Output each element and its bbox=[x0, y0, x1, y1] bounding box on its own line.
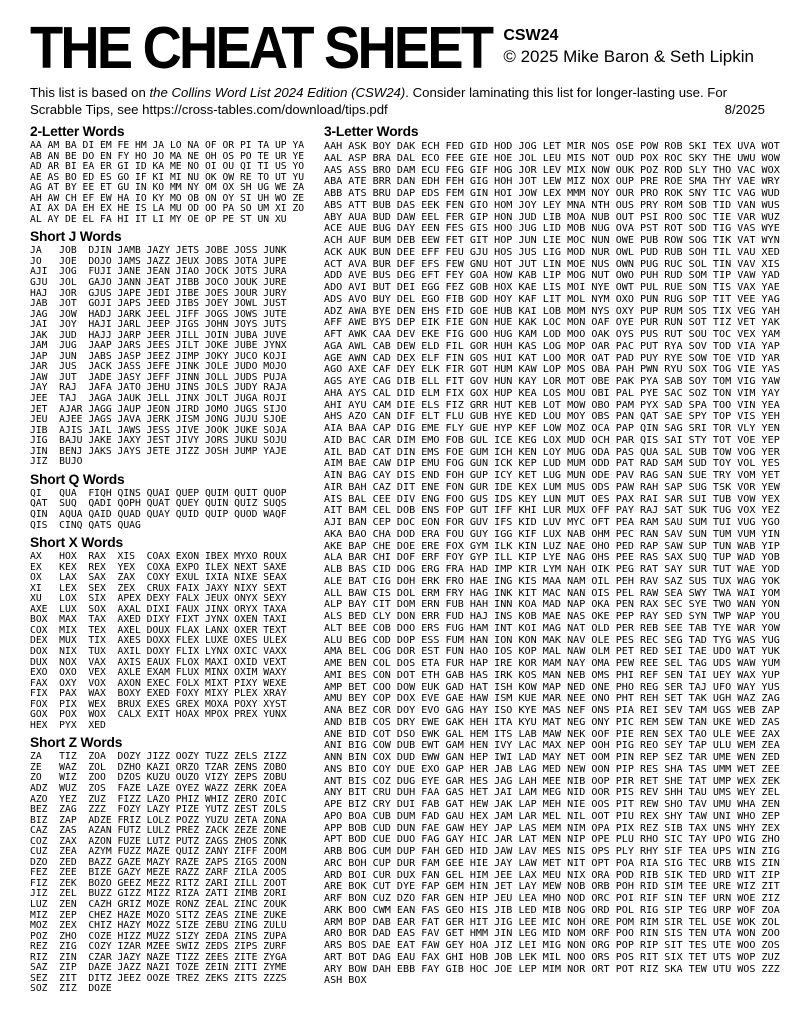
word-row: ARF BON CUZ DZO FAR GEN HIP JEU LEA MHO NOD ORC POI RIF SIN TEF URN WOE ZIZ bbox=[324, 893, 780, 904]
word-row: JAW JUT JADE JASY JEFF JINN JOLL JUDS PUJA bbox=[30, 371, 287, 383]
word-row: BEZ ZAG ZZZ FOZY LAZY PIZE YUTZ ZEST ZOLS bbox=[30, 804, 287, 816]
word-row: AKA BAO CHA DOD ERA FOU GUY IGG KIF LUX NAB OHM PEC RAN SAV SUN TUM VUM YIN bbox=[324, 528, 780, 540]
word-row: ARK BOO CWM EAN FAS GEO HIS JIB LED MIB NOG ORD POL RIG SIP TEG URP WOF ZOA bbox=[324, 904, 780, 916]
word-row: MOZ ZEX CHIZ HAZY MOZZ SIZE ZEBU ZING ZULU bbox=[30, 920, 287, 932]
section-title-short-z: Short Z Words bbox=[30, 735, 123, 751]
intro-text-italic: the Collins Word List 2024 Edition (CSW24) bbox=[149, 85, 406, 100]
word-row: AMP BET COO DOW EUK GAD HAT ISH KOW MAP NED ONE PHO REG SER TAJ UFO WAY YUS bbox=[324, 681, 780, 693]
word-row: EX KEX REX YEX COXA EXPO ILEX NEXT SAXE bbox=[30, 561, 287, 573]
word-row: AID BAC CAR DIM EMO FOB GUL ICE KEG LOX MUD OCH PAR QIS SAI STY TOT VOE YEP bbox=[324, 434, 780, 446]
word-row: AGE AWN CAD DEX ELF FIN GOS HUI KAT LOO MOR OAT PAD PUY RYE SOW TOE VID YAR bbox=[324, 352, 780, 364]
word-row: AE AS BO ED ES GO IF KI MI NU OK OW RE TO UT YU bbox=[30, 171, 305, 183]
cheat-sheet-page bbox=[30, 15, 781, 995]
word-row: POZ ZHO COZE HIZZ MUZZ SIZY ZEDA ZINS ZUPA bbox=[30, 930, 287, 942]
word-list-short-x bbox=[30, 552, 322, 731]
word-row: ADD AVE BUS DEG EFT FEY GOA HOW KAB LIP MOG NUT OWO PUH RUD SOM TIP VAW YAD bbox=[324, 270, 780, 282]
word-row: ALL BAW CIS DOL ERM FRY HAG INK KIT MAC NAN OIS PEL RAW SEA SWY TWA WAI YOM bbox=[324, 587, 780, 599]
word-row: AAL ASP BRA DAL ECO FEE GIE HOE JOL LEU MIS NOT OUD POX ROC SKY THE UWU WOW bbox=[324, 152, 780, 164]
word-row: SEZ ZIT DITZ JEEZ OOZE TREZ ZEKS ZITS ZZZS bbox=[30, 972, 287, 984]
word-row: AGO AXE CAF DEY ELK FIR GOT HUM KAW LOP MOS OBA PAH PWN RYU SOX TOG VIE YAS bbox=[324, 364, 780, 376]
word-row: ANE BID COT DSO EWK GAL HEM ITS LAB MAW NEK OOF PIE REN SEX TAO ULE WEE ZAX bbox=[324, 728, 780, 740]
word-row: ARE BOK CUT DYE FAP GEM HIN JET LAY MEW NOB ORB POH RID SIM TEE URE WIZ ZIT bbox=[324, 881, 780, 893]
word-row: REZ ZIG COZY IZAR MZEE SWIZ ZEDS ZIPS ZURF bbox=[30, 941, 287, 953]
word-row: AH AW CH EF EW HA IO KY MO OB ON OY SI UH WO ZE bbox=[30, 192, 305, 204]
word-row: ANT BIS COZ DUG EYE GAR HES JAG LAH MEE NIB OOP PIR RET SHE TAT UMP WEX ZEK bbox=[324, 775, 780, 787]
word-row: HAJ JOR GJUS JAPE JEDI JIBE JOES JOUR JURY bbox=[30, 287, 287, 299]
word-row: HEX PYX XED bbox=[30, 719, 106, 731]
date-label: 8/2025 bbox=[724, 101, 765, 117]
word-row: AG AT BY EE ET GU IN KO MM NY OM OX SH UG WE ZA bbox=[30, 182, 305, 194]
word-row: ANY BIT CRU DUH FAA GAS HET JAI LAM MEG NID OOR PIS REV SHH TAU UMS WEY ZEL bbox=[324, 787, 780, 799]
word-row: ARY BOW DAH EBB FAY GIB HOC JOE LEP MIM NOR ORT POT RIZ SKA TEW UTU WOS ZZZ bbox=[324, 963, 780, 975]
word-row: ALA BAR CHI DOF ERF FOY GYP ILL KIP LYE NAG OHS PEE RAS SAX SUQ TUP WAD YOB bbox=[324, 552, 780, 564]
word-row: GOX POX WOX CALX EXIT HOAX MPOX PREX YUNX bbox=[30, 709, 287, 721]
word-row: AKE BAP CHE DOE ERE FOX GYM ILK KIN LUZ NAE OHO PED RAP SAW SUP TUN WAB YIP bbox=[324, 540, 780, 552]
word-row: APT BOD CUE DUO FAG GAY HIC JAR LAT MEN NIP OPE PLU RHO SIC TAY UPO WIG ZHO bbox=[324, 834, 780, 846]
word-row: JAM JUG JAAP JARS JEES JILT JOKE JUBE JYNX bbox=[30, 340, 287, 352]
word-row: ACK AUK BUN DEE EFF FEU GJU HOS JUS LIG MOD NUR OWL PUD RUB SOH TIL VAU XED bbox=[324, 246, 780, 258]
word-row: ALB BAS CID DOG ERG FRA HAD IMP KIR LYM NAH OIK PEG RAT SAY SUR TUT WAE YOD bbox=[324, 564, 780, 575]
word-row: ALP BAY CIT DOM ERN FUB HAH INN KOA MAD NAP OKA PEN RAX SEC SYE TWO WAN YON bbox=[324, 599, 780, 611]
word-row: AIM BAE CAW DIP EMU FOG GUN ICK KEP LUD MUM ODD PAT RAD SAM SUD TOY VOL YES bbox=[324, 458, 780, 470]
word-row: JIB AJIS JAIL JAWS JESS JIVE JOOK JUKE SOJA bbox=[30, 424, 287, 436]
word-row: DEX MUX TIX AXES DOXX FLEX LUXE OXES ULEX bbox=[30, 635, 287, 647]
word-row: GJU JOL GAJO JANN JEAT JIBB JOCO JOUK JURE bbox=[30, 277, 287, 289]
word-list-short-j bbox=[30, 246, 322, 467]
word-row: AA AM BA DI EM FE HM JA LO NA OF OR PI TA UP YA bbox=[30, 140, 305, 151]
edition-label: CSW24 bbox=[503, 27, 559, 44]
word-row: RIZ ZIN CZAR JAZY NAZE TIZZ ZEES ZITE ZYGA bbox=[30, 951, 287, 963]
word-row: COX MIX TEX AXEL DOUX FLAX LANX OXER TEXT bbox=[30, 624, 287, 636]
word-row: AMA BEL COG DOR EST FUN HAO IOS KOP MAL NAW OLM PET RED SEI TAE UDO WAT YUK bbox=[324, 646, 780, 658]
word-row: BIZ ZAP ADZE FRIZ LOLZ POZZ YUZU ZETA ZONA bbox=[30, 814, 287, 826]
word-row: QAT SUQ QADI QOPH QUAT QUEY QUIN QUIZ SUQS bbox=[30, 498, 287, 510]
word-row: JAR JUS JACK JASS JEFE JINK JOLE JUDO MOJO bbox=[30, 361, 287, 373]
word-list-short-z bbox=[30, 752, 322, 995]
word-row: JEU AJEE JAGS JAVA JERK JISM JONG JUJU SJOE bbox=[30, 414, 287, 426]
word-row: ALT BEE COB DOO ERS FUG HAM INT KOI MAG NAT OLD PER REB SEE TAB TYE WAR YOW bbox=[324, 622, 780, 634]
word-row: JO JOE DOJO JAMS JAZZ JEUX JOBS JOTA JUPE bbox=[30, 255, 287, 267]
word-row: JIZ BUJO bbox=[30, 456, 83, 468]
word-row: AIR BAH CAZ DIT ENE FON GUR IDE KEX LUM MUS ODS PAW RAH SAP SUG TSK VOR YEW bbox=[324, 481, 780, 493]
word-row: QI QUA FIQH QINS QUAI QUEP QUIM QUIT QUOP bbox=[30, 487, 287, 499]
word-row: ZE WAZ ZOL DZHO KAZI ORZO TZAR ZENS ZOBO bbox=[30, 761, 287, 773]
word-row: AZO YEZ ZUZ FIZZ LAZO PHIZ WHIZ ZERO ZOIC bbox=[30, 793, 287, 805]
word-row: AJI JOG FUJI JANE JEAN JIAO JOCK JOTS JURA bbox=[30, 266, 287, 278]
word-row: ZO WIZ ZOO DZOS KUZU OUZO VIZY ZEPS ZOBU bbox=[30, 772, 287, 784]
word-row: ACT AVA BUR DEF EFS FEW GNU HOT JUT LIN MOE NUS OWN PUG RUC SOL TIN VAV XIS bbox=[324, 258, 780, 270]
word-row: AIS BAL CEE DIV ENG FOO GUS IDS KEY LUN MUT OES PAX RAI SAR SUI TUB VOW YEX bbox=[324, 493, 780, 505]
header-right bbox=[503, 18, 754, 67]
section-title-short-j: Short J Words bbox=[30, 229, 122, 245]
word-row: FAX OXY VOX AXON EXEC FOLX MIXT PIXY WEXE bbox=[30, 677, 287, 689]
word-row: ANS BIO COY DUE EXO GAP HER JAB LAG MED NEW OON PIP RES SHA TAS UMM WET ZEE bbox=[324, 763, 780, 775]
word-row: FOX PIX WEX BRUX EXES GREX MOXA POXY XYST bbox=[30, 698, 287, 710]
word-row: ABS ATT BUB DAS EEK FEN GIO HOM JOY LEY MNA NTH OUS PRY ROM SOB TID VAN WUS bbox=[324, 199, 780, 211]
word-row: AJI BAN CEP DOC EON FOR GUV IFS KID LUV MYC OFT PEA RAM SAU SUM TUI VUG YGO bbox=[324, 517, 780, 528]
word-row: LUZ ZEN CAZH GRIZ MOZE RONZ ZEAL ZINC ZOUK bbox=[30, 899, 287, 910]
word-row: ANI BIG COW DUB EWT GAM HEN IVY LAC MAX NEP OOH PIG REO SEY TAP ULU WEM ZEA bbox=[324, 740, 780, 752]
word-row: ACE AUE BUG DAY EEN FES GIS HOO JUG LID MOB NUG OVA PST ROT SOD TIG VAS WYE bbox=[324, 223, 780, 235]
word-row: AL AY DE EL FA HI IT LI MY OE OP PE ST UN XU bbox=[30, 213, 287, 225]
word-row: QIN AQUA QAID QUAD QUAY QUID QUIP QUOD WAQF bbox=[30, 508, 287, 520]
word-list-short-q bbox=[30, 489, 322, 531]
word-row: CAZ ZAS AZAN FUTZ LULZ PREZ ZACK ZEZE ZONE bbox=[30, 825, 287, 837]
word-row: ABA ATE BRR DAN EDH FEH GIG HOH JOT LEW MIZ NOX OUP PRE ROE SMA THY VAE WRY bbox=[324, 176, 780, 188]
word-row: AHS AZO CAN DIF ELT FLU GUB HYE KED LOU MOY OBS PAN QAT SAE SPY TOP VIS YEH bbox=[324, 411, 780, 423]
word-row: AMU BEY COP DOX EVE GAE HAW ISM KUE MAR NEE ONO PHT REH SET TAK UGH WAZ ZAG bbox=[324, 693, 780, 705]
word-row: XI LEX SEX ZEX CRUX FAIX JAXY NIXY SEXT bbox=[30, 582, 287, 594]
word-row: AIL BAD CAT DIN EMS FOE GUM ICH KEN LOY MUG ODA PAS QUA SAL SUB TOW VOG YER bbox=[324, 446, 780, 458]
word-row: FEZ ZEE BIZE GAZY MEZE RAZZ ZARF ZILA ZOOS bbox=[30, 867, 287, 879]
intro-paragraph bbox=[30, 85, 765, 118]
word-row: CUZ ZEA AZYM FUZZ MAZE QUIZ ZANY ZIFF ZOOM bbox=[30, 846, 287, 858]
word-row: ARO BOR DAD EAS FAV GET HMM JIN LEG MID NOM ORF POO RIN SIS TEN UTA WON ZOO bbox=[324, 928, 780, 940]
word-row: AD AR BI EA ER GI ID KA ME NO OI OU QI TI US YO bbox=[30, 161, 305, 173]
word-row: AMI BES CON DOT ETH GAB HAS IRK KOS MAN NEB OMS PHI REF SEN TAI UEY WAX YUP bbox=[324, 669, 780, 681]
word-row: EXO OXO VEX AXLE EXAM FLUX MINX OXIM WAXY bbox=[30, 667, 287, 679]
intro-text-before: This list is based on bbox=[30, 85, 150, 100]
word-row: ZA TIZ ZOA DOZY JIZZ OOZY TUZZ ZELS ZIZZ bbox=[30, 751, 287, 763]
word-row: AI AX DA EH EX HE IS LA MU OD OO PA SO UM XI ZO bbox=[30, 203, 305, 215]
header bbox=[30, 15, 781, 81]
word-row: JA JOB DJIN JAMB JAZY JETS JOBE JOSS JUNK bbox=[30, 245, 287, 257]
word-row: DOX NIX TUX AXIL DOXY FLIX LYNX OXIC VAXX bbox=[30, 645, 287, 657]
copyright-line: © 2025 Mike Baron & Seth Lipkin bbox=[503, 47, 754, 66]
word-list-3-letter bbox=[324, 141, 781, 987]
word-row: ACH AUF BUM DEB EEW FET GIT HOP JUN LIE MOC NUN OWE PUB ROW SOG TIK VAT WYN bbox=[324, 235, 780, 246]
word-row: JIZ ZEL BUZZ GIZZ MIZZ RIZA ZATI ZIMB ZORI bbox=[30, 888, 287, 900]
word-row: JAY RAJ JAFA JATO JEHU JINS JOLS JUDY RAJA bbox=[30, 382, 287, 394]
word-row: APP BOB CUD DUN FAE GAW HEY JAP LAS MEM NIM OPA PIX REZ SIB TAX UNS WHY ZEX bbox=[324, 822, 780, 834]
right-column bbox=[324, 124, 781, 987]
word-row: ADZ WUZ ZOS FAZE LAZE OYEZ WAZZ ZERK ZOEA bbox=[30, 782, 287, 794]
word-row: ARM BOP DAB EAR FAT GER HIT JIG LEE MIC NOH ORE POM RIM SIR TEL USE WOK ZOL bbox=[324, 916, 780, 928]
word-row: SAZ ZIP DAZE JAZZ NAZI TOZE ZEIN ZITI ZYME bbox=[30, 962, 287, 974]
section-title-short-x: Short X Words bbox=[30, 535, 123, 551]
columns bbox=[30, 124, 781, 995]
page-title: THE CHEAT SHEET bbox=[30, 15, 492, 81]
word-row: BOX MAX TAX AXED DIXY FIXT JYNX OXEN TAXI bbox=[30, 614, 287, 626]
word-row: COZ ZAX AZON FUZE LUTZ PUTZ ZAGS ZHOS ZONK bbox=[30, 835, 287, 847]
word-row: ABY AUA BUD DAW EEL FER GIP HON JUD LIB MOA NUB OUT PSI ROO SOC TIE VAR WUZ bbox=[324, 211, 780, 223]
word-row: ADO AVI BUT DEI EGG FEZ GOB HOX KAE LIS MOI NYE OWT PUL RUE SON TIS VAX YAE bbox=[324, 282, 780, 293]
intro-text-after: . Consider laminating this list for longer-lasting use. For Scrabble Tips, see https://cross-tables.com/download/tips.pdf bbox=[30, 85, 728, 117]
word-row: ALU BEG COD DOP ESS FUM HAN ION KON MAK NAV OLE PES REC SEG TAD TYG WAS YUG bbox=[324, 634, 780, 646]
word-list-2-letter bbox=[30, 141, 322, 225]
word-row: AIT BAM CEL DOB ENS FOP GUT IFF KHI LUR MUX OFF PAY RAJ SAT SUK TUG VOX YEZ bbox=[324, 505, 780, 517]
word-row: JAP JUN JABS JASP JEEZ JIMP JOKY JUCO KOJI bbox=[30, 350, 287, 362]
word-row: FIX PAX WAX BOXY EXED FOXY MIXY PLEX XRAY bbox=[30, 688, 287, 700]
word-row: ADZ AWA BYE DEN EHS FID GOE HUB KAI LOB MOM NYS OXY PUP RUM SOS TIX VEG YAH bbox=[324, 305, 780, 317]
word-row: JAK JUD HAJJ JARP JEER JILL JOIN JUBA JUVE bbox=[30, 329, 287, 341]
word-row: ART BOT DAG EAU FAX GHI HOB JOB LEK MIL NOO ORS POS RIT SIX TET UTS WOP ZUZ bbox=[324, 951, 780, 963]
word-row: AME BEN COL DOS ETA FUR HAP IRE KOR MAM NAY OMA PEW REE SEL TAG UDS WAW YUM bbox=[324, 658, 780, 669]
word-row: JAI JOY HAJI JARL JEEP JIGS JOHN JOYS JUTS bbox=[30, 319, 287, 331]
word-row: JIN BENJ JAKS JAYS JETE JIZZ JOSH JUMP YAJE bbox=[30, 445, 287, 457]
word-row: AAH ASK BOY DAK ECH FED GID HOD JOG LET MIR NOS OSE POW ROB SKI TEX UVA WOT bbox=[324, 141, 780, 152]
word-row: ALS BED CLY DON ERR FUD HAJ INS KOB MAE NAS OKE PEP RAY SED SYN TWP WAP YOU bbox=[324, 611, 780, 622]
word-row: FIZ ZEK BOZO GEEZ MEZZ RITZ ZARI ZILL ZOOT bbox=[30, 877, 287, 889]
word-row: ASH BOX bbox=[324, 975, 367, 987]
word-row: JAB JOT GOJI JAPS JEED JIBS JOEY JOWL JUST bbox=[30, 298, 287, 310]
word-row: APO BOA CUB DUM FAD GAU HEX JAM LAR MEL NIL OOT PIU REX SHY TAW UNI WHO ZEP bbox=[324, 810, 780, 822]
word-row: AX HOX RAX XIS COAX EXON IBEX MYXO ROUX bbox=[30, 551, 287, 563]
word-row: JIG BAJU JAKE JAXY JEST JIVY JORS JUKU SOJU bbox=[30, 435, 287, 447]
word-row: ADS AVO BUY DEL EGO FIB GOD HOY KAF LIT MOL NYM OXO PUN RUG SOP TIT VEE YAG bbox=[324, 293, 780, 305]
word-row: AB AN BE DO EN FY HO JO MA NE OH OS PO TE UR YE bbox=[30, 150, 305, 162]
word-row: QIS CINQ QATS QUAG bbox=[30, 519, 141, 531]
word-row: AGA AWL CAB DEW ELD FIL GOR HUH KAS LOG MOP OAR PAC PUT RYA SOV TOD VIA YAP bbox=[324, 340, 780, 352]
section-title-3-letter: 3-Letter Words bbox=[324, 124, 419, 139]
word-row: MIZ ZEP CHEZ HAZE MOZO SITZ ZEAS ZINE ZUKE bbox=[30, 909, 287, 921]
word-row: ALE BAT CIG DOH ERK FRO HAE ING KIS MAA NAM OIL PEH RAV SAZ SUS TUX WAG YOK bbox=[324, 575, 780, 587]
word-row: AGS AYE CAG DIB ELL FIT GOV HUN KAY LOR MOT OBE PAK PYA SAB SOY TOM VIG YAW bbox=[324, 376, 780, 387]
word-row: AIA BAA CAP DIG EME FLY GUE HYP KEF LOW MOZ OCA PAP QIN SAG SRI TOR VLY YEN bbox=[324, 423, 780, 434]
word-row: ARS BOS DAE EAT FAW GEY HOA JIZ LEI MIG NON ORG POP RIP SIT TES UTE WOO ZOS bbox=[324, 940, 780, 951]
section-title-short-q: Short Q Words bbox=[30, 471, 125, 487]
word-row: AFF AWE BYS DEP EIK FIE GON HUE KAK LOC MON OAF OYE PUR RUN SOT TIZ VET YAK bbox=[324, 317, 780, 329]
word-row: AAS ASS BRO DAM ECU FEG GIF HOG JOR LEV MIX NOW OUK POZ ROD SLY THO VAC WOX bbox=[324, 164, 780, 176]
word-row: SOZ ZIZ DOZE bbox=[30, 983, 112, 995]
word-row: AHI AYU CAM DIE ELS FIZ GRR HUT KEB LOT MOW OBO PAM PYX SAD SPA TOO VIN YEA bbox=[324, 399, 780, 411]
word-row: JEE TAJ JAGA JAUK JELL JINX JOLT JUGA ROJI bbox=[30, 393, 287, 405]
word-row: AFT AWK CAA DEV EKE FIG GOO HUG KAM LOD MOO OAK OYS PUS RUT SOU TOC VEX YAM bbox=[324, 329, 780, 340]
word-row: AXE LUX SOX AXAL DIXI FAUX JINX ORYX TAXA bbox=[30, 603, 287, 615]
word-row: ANA BEZ COR DOY EVO GAG HAY ISO KYE MAS NEF ONS PIA REI SEV TAM UGS WEB ZAP bbox=[324, 705, 780, 716]
word-row: DUX NOX VAX AXIS EAUX FLOX MAXI OXID VEXT bbox=[30, 656, 287, 668]
word-row: ARC BOH CUP DUR FAM GEE HIE JAY LAW MET NIT OPT POA RIA SIG TEC URB WIS ZIN bbox=[324, 857, 780, 869]
left-column bbox=[30, 124, 322, 995]
word-row: ARD BOI CUR DUX FAN GEL HIM JEE LAX MEU NIX ORA POD RIB SIK TED URD WIT ZIP bbox=[324, 869, 780, 881]
word-row: AHA AYS CAL DID ELM FIX GOX HUP KEA LOS MOU OBI PAL PYE SAC SOZ TON VIM YAY bbox=[324, 387, 780, 399]
word-row: AIN BAG CAY DIS END FOH GUP ICY KET LUG MUN ODE PAV RAG SAN SUE TRY VOM YET bbox=[324, 470, 780, 481]
word-row: JAG JOW HADJ JARK JEEL JIFF JOGS JOWS JUTE bbox=[30, 308, 287, 320]
section-title-2-letter: 2-Letter Words bbox=[30, 124, 125, 139]
word-row: XU LOX SIX APEX DEXY FALX JEUX ONYX SEXY bbox=[30, 593, 287, 605]
word-row: JET AJAR JAGG JAUP JEON JIRD JOMO JUGS SIJO bbox=[30, 403, 287, 415]
word-row: OX LAX SAX ZAX COXY EXUL IXIA NIXE SEAX bbox=[30, 572, 287, 584]
word-row: AND BIB COS DRY EWE GAK HEH ITA KYU MAT NEG ONY PIC REM SEW TAN UKE WED ZAS bbox=[324, 716, 780, 728]
word-row: DZO ZED BAZZ GAZE MAZY RAZE ZAPS ZIGS ZOON bbox=[30, 856, 287, 868]
word-row: APE BIZ CRY DUI FAB GAT HEW JAK LAP MEH NIE OOS PIT REW SHO TAV UMU WHA ZEN bbox=[324, 799, 780, 810]
word-row: ABB ATS BRU DAP EDS FEM GIN HOI JOW LEX MMM NOY OUR PRO ROK SNY TIC VAG WUD bbox=[324, 188, 780, 199]
word-row: ANN BIN COX DUD EWW GAN HEP IWI LAD MAY NET OOM PIN REP SEZ TAR UME WEN ZED bbox=[324, 752, 780, 763]
word-row: ARB BOG CUM DUP FAH GED HID JAW LAV MES NIS OPS PLY RHY SIF TEA UPS WIN ZIG bbox=[324, 846, 780, 857]
